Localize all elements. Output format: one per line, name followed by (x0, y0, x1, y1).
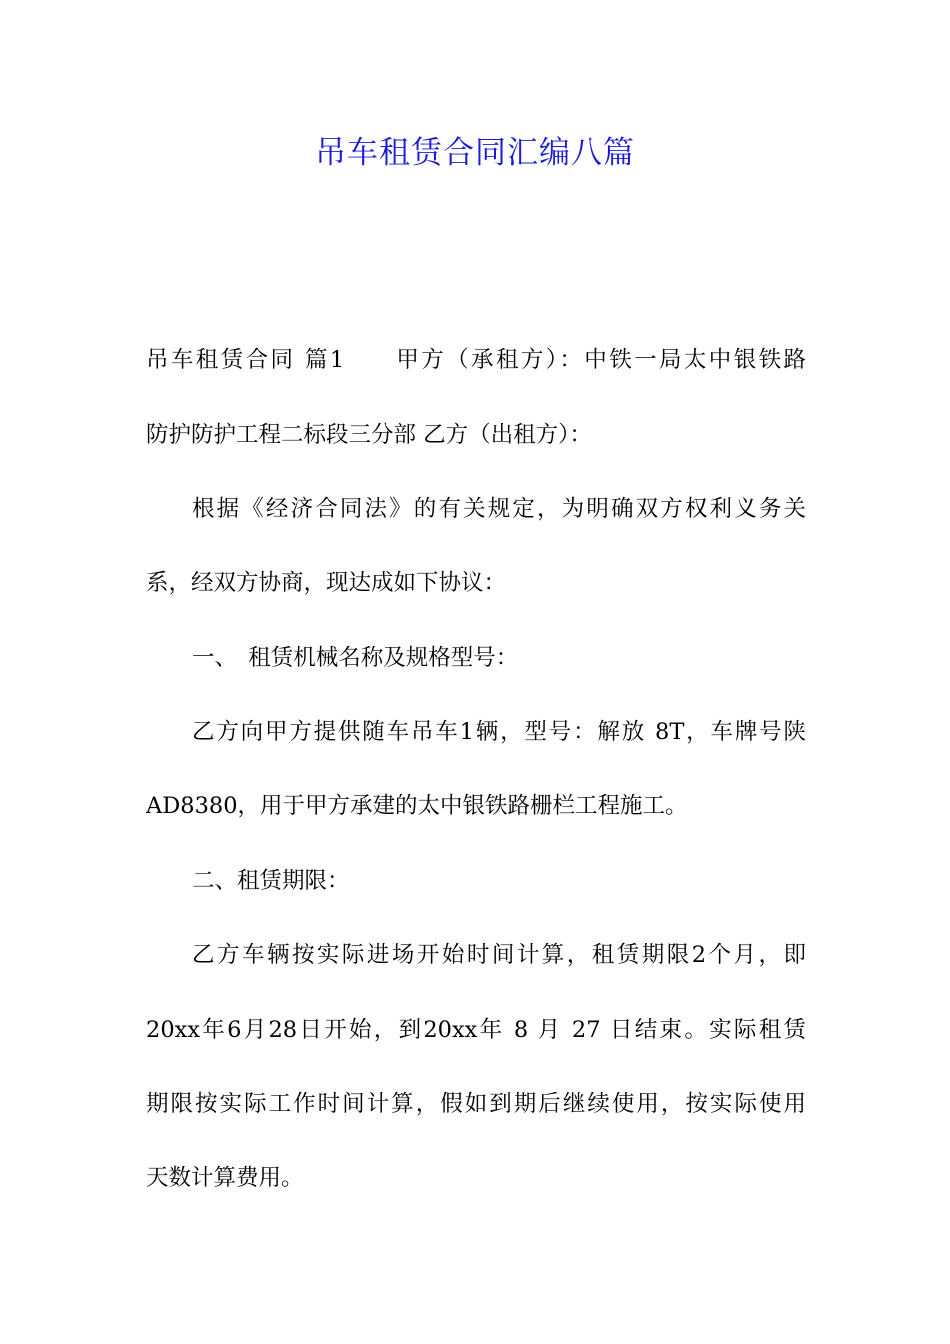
paragraph-line-7: AD8380，用于甲方承建的太中银铁路栅栏工程施工。 (146, 793, 688, 819)
paragraph-line-10: 20xx年6月28日开始，到20xx年 8 月 27 日结束。实际租赁 (146, 1017, 806, 1043)
paragraph-line-12: 天数计算费用。 (146, 1165, 304, 1191)
paragraph-line-6: 乙方向甲方提供随车吊车1辆，型号：解放 8T，车牌号陕 (192, 719, 806, 745)
paragraph-line-11: 期限按实际工作时间计算，假如到期后继续使用，按实际使用 (146, 1091, 806, 1117)
paragraph-line-3: 根据《经济合同法》的有关规定，为明确双方权利义务关 (192, 496, 806, 522)
paragraph-line-9: 乙方车辆按实际进场开始时间计算，租赁期限2个月，即 (192, 942, 806, 968)
document-title: 吊车租赁合同汇编八篇 (315, 135, 635, 171)
paragraph-line-2: 防护防护工程二标段三分部 乙方（出租方）： (146, 422, 592, 448)
section-heading-1: 一、 租赁机械名称及规格型号： (192, 645, 519, 671)
paragraph-line-1: 吊车租赁合同 篇1 甲方（承租方）：中铁一局太中银铁路 (146, 347, 806, 373)
section-heading-2: 二、租赁期限： (192, 868, 350, 894)
paragraph-line-4: 系，经双方协商，现达成如下协议： (146, 570, 507, 596)
